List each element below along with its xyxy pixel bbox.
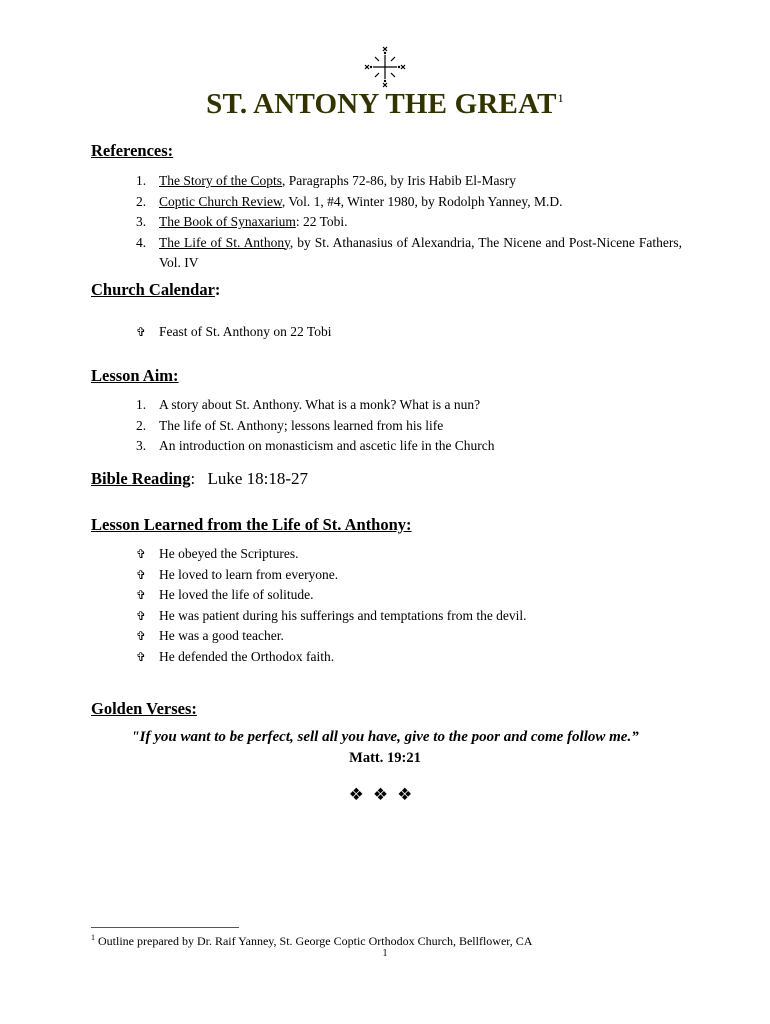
title-text: ST. ANTONY THE GREAT (206, 88, 557, 120)
list-text: He obeyed the Scriptures. (159, 546, 299, 561)
list-text: He loved the life of solitude. (159, 587, 314, 602)
list-item (132, 544, 527, 565)
bible-reading-heading: Bible Reading (91, 469, 191, 488)
church-calendar-heading (91, 280, 220, 300)
list-number: 2. (136, 193, 147, 209)
reference-detail: , Vol. 1, #4, Winter 1980, by Rodolph Yanney, M.D. (281, 193, 563, 209)
heading-colon: : (190, 469, 196, 488)
list-item (132, 647, 527, 668)
list-number: 2. (136, 417, 147, 433)
bible-reading (91, 469, 308, 489)
cross-bullet-icon: ✞ (136, 547, 147, 561)
diamond-ornament-icon: ❖❖❖ (348, 785, 422, 805)
lesson-aim-list (132, 395, 495, 457)
reference-detail: : 22 Tobi. (295, 214, 348, 229)
list-number: 4. (136, 234, 147, 250)
reference-link[interactable]: The Story of the Copts (159, 173, 282, 188)
references-list (132, 171, 682, 274)
reference-link[interactable]: The Life of St. Anthony, (159, 234, 294, 250)
heading-colon: : (214, 280, 221, 299)
golden-verse: "If you want to be perfect, sell all you have, give to the poor and come follow me.” (131, 729, 639, 745)
footnote-text: Outline prepared by Dr. Raif Yanney, St. George Coptic Orthodox Church, Bellflower, CA (98, 934, 533, 948)
cross-bullet-icon: ✞ (136, 608, 147, 623)
list-item (132, 565, 527, 586)
list-text: He was a good teacher. (159, 628, 284, 643)
cross-bullet-icon: ✞ (136, 649, 147, 664)
list-text: He loved to learn from everyone. (159, 566, 339, 582)
footnote (91, 933, 532, 949)
list-item (132, 606, 527, 627)
cross-bullet-icon: ✞ (136, 588, 147, 602)
cross-bullet-icon: ✞ (136, 567, 147, 582)
reference-link[interactable]: The Book of Synaxarium (159, 214, 296, 229)
list-item (132, 436, 495, 457)
references-heading: References: (91, 141, 174, 160)
list-text: He defended the Orthodox faith. (159, 648, 335, 664)
verse-reference: Matt. 19:21 (349, 750, 421, 766)
calendar-list (132, 322, 331, 343)
list-item (132, 171, 682, 192)
page-title (0, 88, 770, 121)
list-number: 1. (136, 173, 147, 188)
list-number: 3. (136, 438, 147, 453)
list-item (132, 395, 495, 416)
list-item (132, 212, 682, 233)
reference-detail: by St. Athanasius of Alexandria, The Nicene and Post-Nicene Fathers, Vol. IV (159, 234, 682, 270)
list-item (132, 322, 331, 343)
list-text: The life of St. Anthony; lessons learned from his life (159, 417, 444, 433)
list-number: 1. (136, 397, 147, 412)
list-text: An introduction on monasticism and ascetic life in the Church (159, 438, 495, 453)
page-number: 1 (382, 948, 388, 959)
list-item (132, 585, 527, 606)
footnote-marker: 1 (91, 933, 95, 942)
golden-verses-heading: Golden Verses: (91, 699, 197, 718)
list-item (132, 626, 527, 647)
heading-text: Church Calendar (91, 280, 215, 299)
list-number: 3. (136, 214, 147, 229)
list-item (132, 233, 682, 274)
coptic-cross-icon (361, 43, 409, 91)
list-text: Feast of St. Anthony on 22 Tobi (159, 324, 332, 339)
list-item (132, 192, 682, 213)
footnote-divider (91, 927, 239, 928)
reference-link[interactable]: Coptic Church Review (159, 193, 282, 209)
cross-bullet-icon: ✞ (136, 629, 147, 643)
title-footnote-marker: 1 (557, 91, 564, 106)
lessons-list (132, 544, 527, 667)
list-text: He was patient during his sufferings and temptations from the devil. (159, 607, 527, 623)
list-item (132, 416, 495, 437)
bible-reference: Luke 18:18-27 (207, 469, 309, 488)
cross-bullet-icon: ✞ (136, 325, 147, 339)
lesson-aim-heading: Lesson Aim: (91, 366, 179, 385)
reference-detail: , Paragraphs 72-86, by Iris Habib El-Masry (282, 173, 516, 188)
list-text: A story about St. Anthony. What is a monk? What is a nun? (159, 397, 481, 412)
lessons-learned-heading: Lesson Learned from the Life of St. Anthony: (91, 515, 412, 534)
